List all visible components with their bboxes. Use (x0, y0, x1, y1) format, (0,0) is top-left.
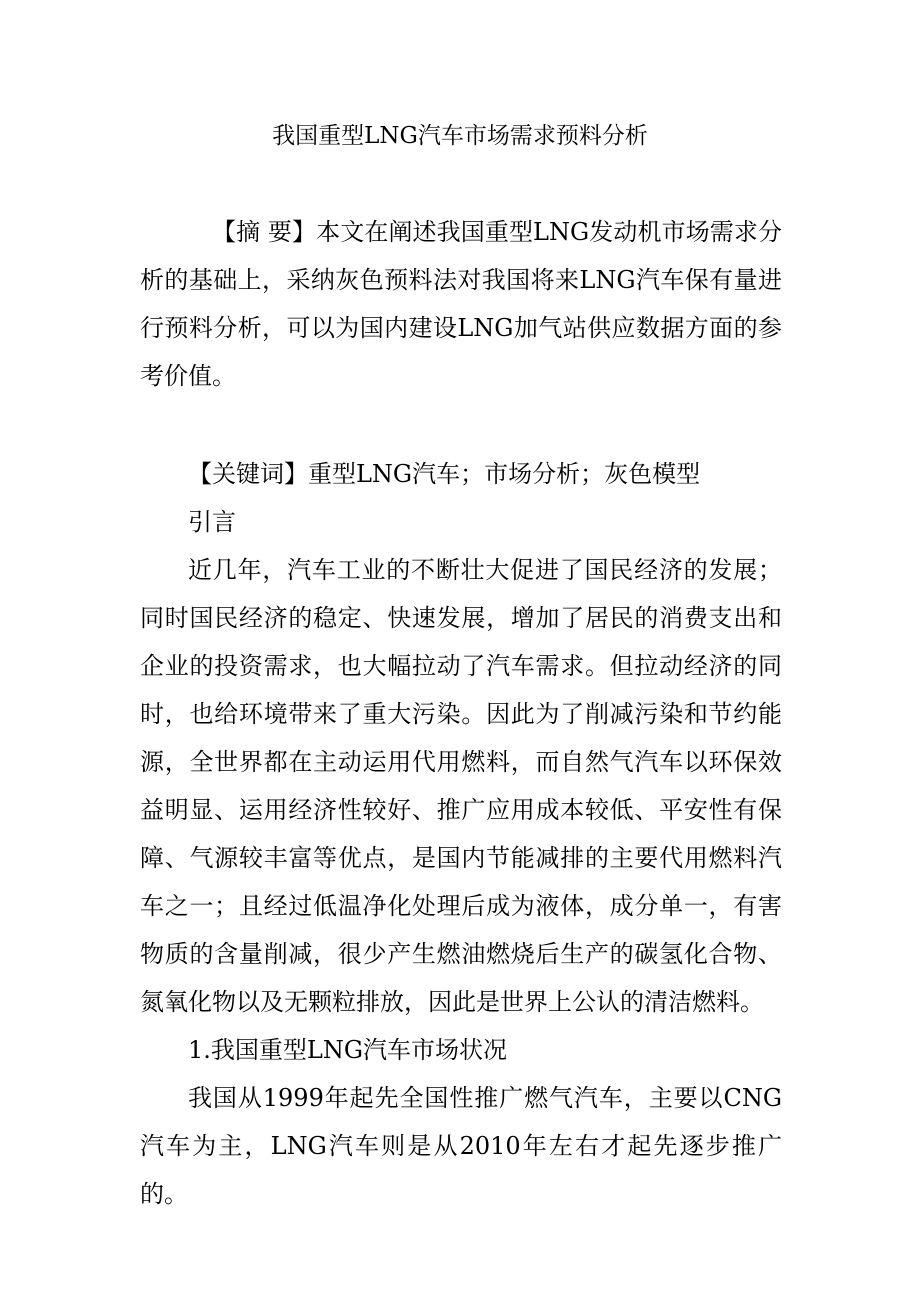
intro-heading: 引言 (188, 508, 236, 536)
abstract-paragraph: 【摘 要】本文在阐述我国重型LNG发动机市场需求分析的基础上，采纳灰色预料法对我国将来LNG汽车保有量进行预料分析，可以为国内建设LNG加气站供应数据方面的参考价值。 (140, 218, 782, 390)
section-1-paragraph: 我国从1999年起先全国性推广燃气汽车，主要以CNG汽车为主，LNG汽车则是从2010年左右才起先逐步推广的。 (140, 1084, 782, 1208)
section-1-heading: 1.我国重型LNG汽车市场状况 (188, 1036, 508, 1064)
intro-paragraph: 近几年，汽车工业的不断壮大促进了国民经济的发展；同时国民经济的稳定、快速发展，增加了居民的消费支出和企业的投资需求，也大幅拉动了汽车需求。但拉动经济的同时，也给环境带来了重大污染。因此为了削减污染和节约能源，全世界都在主动运用代用燃料，而自然气汽车以环保效益明显、运用经济性较好、推广应用成本较低、平安性有保障、气源较丰富等优点，是国内节能减排的主要代用燃料汽车之一；且经过低温净化处理后成为液体，成分单一，有害物质的含量削减，很少产生燃油燃烧后生产的碳氢化合物、氮氧化物以及无颗粒排放，因此是世界上公认的清洁燃料。 (140, 556, 782, 1016)
document-title: 我国重型LNG汽车市场需求预料分析 (272, 123, 648, 149)
keywords-line: 【关键词】重型LNG汽车；市场分析；灰色模型 (188, 460, 701, 488)
